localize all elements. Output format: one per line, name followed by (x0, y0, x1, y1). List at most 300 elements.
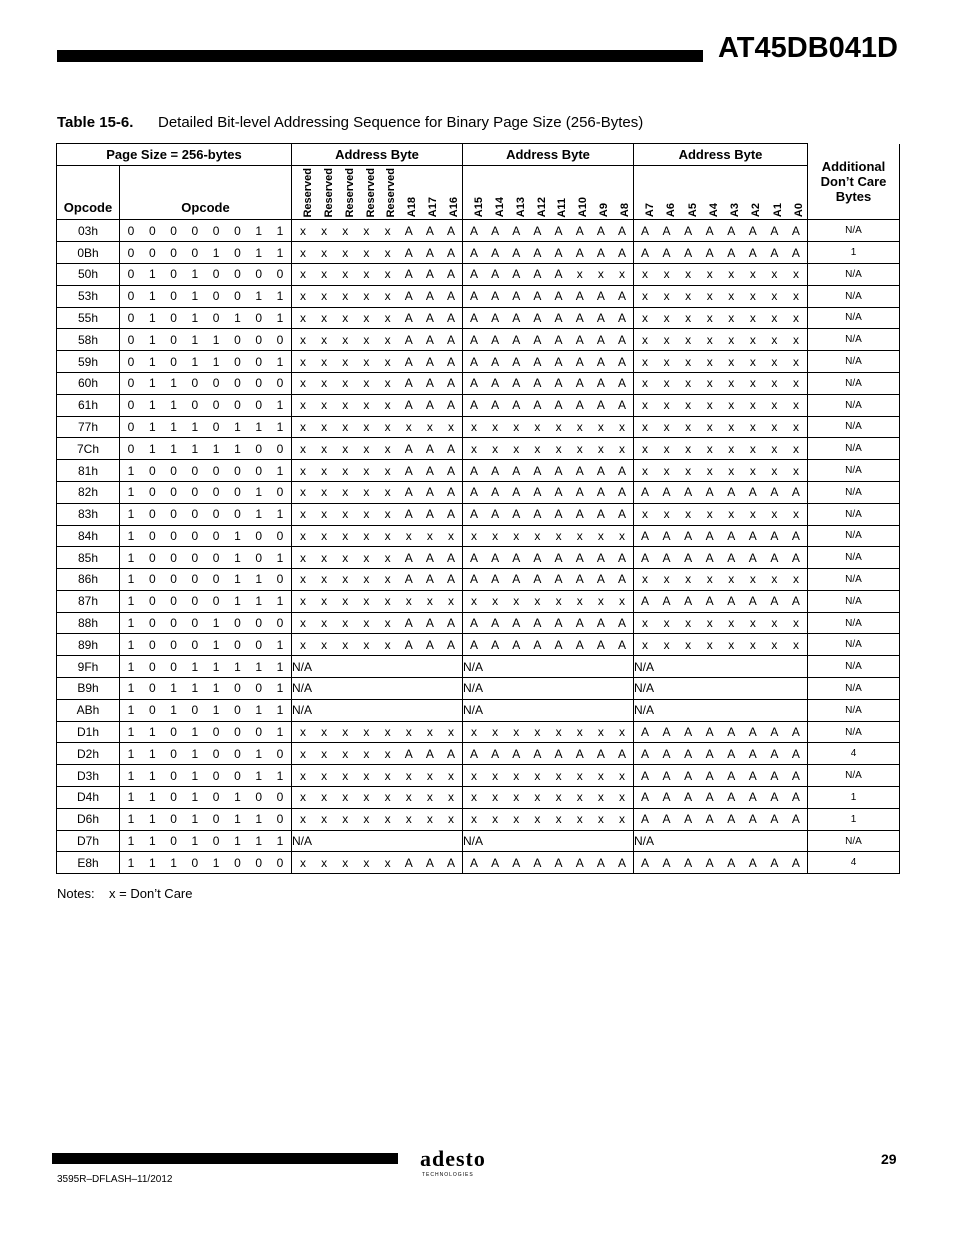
bit-value: A (662, 223, 671, 238)
address-byte-1-cell (292, 438, 463, 460)
opcode-cell: D4h (57, 787, 120, 809)
bit-value: A (748, 768, 757, 783)
bit-value: 1 (191, 834, 199, 849)
bit-value: x (300, 746, 306, 761)
bit-value: 1 (212, 441, 220, 456)
bit-value: x (663, 376, 670, 391)
address-byte-2-cell (463, 307, 634, 329)
bit-value: x (342, 594, 349, 609)
bit-value: x (792, 354, 799, 369)
bit-value: A (425, 310, 434, 325)
bit-value: A (770, 768, 779, 783)
bit-value: 0 (234, 289, 241, 304)
bit-value: A (596, 332, 605, 347)
bit-value: A (640, 223, 649, 238)
bit-value: 1 (255, 572, 263, 587)
bit-value: 1 (255, 245, 263, 260)
bit-value: A (404, 855, 413, 870)
bit-label-text: Reserved (385, 167, 398, 218)
bit-value: A (640, 245, 649, 260)
bit-label (569, 195, 589, 219)
bit-value: x (363, 376, 370, 391)
bit-value: x (447, 594, 454, 609)
bit-value: 0 (170, 594, 177, 609)
opcode-bits-cell (120, 830, 292, 852)
bit-value: 0 (255, 376, 263, 391)
byte3-bit-labels (634, 165, 808, 220)
bit-value: 1 (191, 768, 199, 783)
bit-value: x (321, 485, 328, 500)
bit-value: A (575, 398, 584, 413)
bit-value: 0 (234, 681, 241, 696)
address-byte-1-cell (292, 503, 463, 525)
bit-value: x (792, 398, 799, 413)
bit-value: 1 (191, 441, 199, 456)
bit-label (721, 201, 741, 219)
bit-value: A (491, 376, 500, 391)
bit-value: 1 (191, 354, 199, 369)
bit-value: x (342, 746, 349, 761)
address-byte-1-cell: N/A (292, 656, 463, 678)
bit-value: x (492, 419, 499, 434)
bit-value: A (617, 485, 626, 500)
bit-value: x (749, 267, 756, 282)
bit-value: 1 (255, 812, 263, 827)
bit-value: A (684, 812, 693, 827)
bit-value: A (425, 332, 434, 347)
bit-label-text: A0 (792, 203, 805, 218)
bit-value: 0 (255, 441, 263, 456)
bit-value: x (555, 419, 562, 434)
bit-value: A (684, 855, 693, 870)
bit-value: A (684, 768, 693, 783)
bit-value: 1 (234, 812, 241, 827)
bit-value: A (617, 289, 626, 304)
address-byte-3-cell (634, 481, 808, 503)
bit-value: A (554, 616, 563, 631)
dont-care-cell: 1 (808, 787, 900, 809)
bit-value: x (300, 812, 306, 827)
bit-value: 0 (170, 463, 177, 478)
bit-value: x (597, 812, 604, 827)
table-row (57, 503, 900, 525)
table-row (57, 285, 900, 307)
bit-value: 0 (276, 572, 284, 587)
bit-value: A (491, 507, 500, 522)
bit-value: A (512, 572, 521, 587)
bit-value: A (770, 594, 779, 609)
bit-value: x (471, 441, 477, 456)
bit-value: x (771, 310, 778, 325)
bit-value: x (534, 812, 541, 827)
bit-value: A (554, 354, 563, 369)
bit-value: x (728, 507, 735, 522)
bit-value: A (469, 637, 478, 652)
bit-value: A (491, 332, 500, 347)
bit-value: A (748, 812, 757, 827)
bit-value: A (446, 332, 455, 347)
bit-value: A (469, 746, 478, 761)
bit-value: A (684, 725, 693, 740)
bit-value: A (533, 332, 542, 347)
opcode-bits-cell (120, 590, 292, 612)
bit-value: 0 (234, 332, 241, 347)
adesto-logo (420, 1146, 502, 1182)
bit-value: 0 (148, 550, 156, 565)
bit-value: A (425, 267, 434, 282)
bit-label-text: A7 (644, 203, 656, 218)
bit-label-text: A17 (427, 197, 440, 218)
logo-subtitle: TECHNOLOGIES (422, 1172, 474, 1178)
bit-value: A (770, 746, 779, 761)
bit-value: x (363, 790, 370, 805)
bit-value: x (342, 245, 349, 260)
bit-value: 1 (127, 550, 135, 565)
bit-value: A (705, 550, 714, 565)
bit-value: x (363, 768, 370, 783)
bit-value: x (447, 812, 454, 827)
bit-value: A (705, 812, 714, 827)
bit-value: x (618, 528, 625, 543)
opcode-bits-cell (120, 307, 292, 329)
bit-value: x (642, 441, 648, 456)
bit-label-text: A5 (686, 203, 699, 218)
bit-value: x (706, 463, 713, 478)
opcode-cell: 84h (57, 525, 120, 547)
bit-label (548, 196, 568, 220)
bit-value: x (447, 528, 454, 543)
bit-value: x (384, 485, 391, 500)
opcode-cell: 55h (57, 307, 120, 329)
opcode-bits-cell (120, 765, 292, 787)
table-row (57, 699, 900, 721)
bit-value: A (469, 616, 478, 631)
address-byte-2-cell (463, 438, 634, 460)
byte2-bit-labels (463, 165, 634, 220)
bit-value: A (640, 485, 649, 500)
bit-value: x (534, 768, 541, 783)
bit-value: 1 (191, 659, 199, 674)
bit-value: x (597, 725, 604, 740)
bit-value: 1 (276, 681, 284, 696)
bit-value: A (512, 637, 521, 652)
table-notes (57, 886, 192, 901)
bit-value: A (705, 528, 714, 543)
bit-value: x (363, 507, 370, 522)
bit-value: x (534, 594, 541, 609)
bit-value: x (384, 616, 391, 631)
bit-value: 0 (191, 616, 199, 631)
bit-value: A (684, 746, 693, 761)
bit-value: A (446, 485, 455, 500)
bit-value: x (342, 354, 349, 369)
address-byte-3-cell (634, 285, 808, 307)
bit-value: 0 (170, 507, 177, 522)
bit-value: A (533, 376, 542, 391)
bit-value: x (321, 419, 328, 434)
address-byte-3-cell (634, 307, 808, 329)
bit-value: 0 (170, 485, 177, 500)
address-byte-1-cell (292, 307, 463, 329)
address-byte-1-cell (292, 220, 463, 242)
bit-value: x (513, 768, 520, 783)
opcode-bits-cell (120, 416, 292, 438)
bit-value: x (685, 572, 692, 587)
address-byte-1-cell: N/A (292, 830, 463, 852)
bit-value: A (491, 485, 500, 500)
bit-value: 0 (170, 834, 177, 849)
dont-care-cell: N/A (808, 351, 900, 373)
bit-value: 1 (191, 289, 199, 304)
bit-value: A (727, 768, 736, 783)
address-byte-1-cell (292, 634, 463, 656)
bit-label (377, 166, 397, 220)
bit-value: A (554, 398, 563, 413)
bit-value: 1 (234, 419, 241, 434)
table-row (57, 787, 900, 809)
address-byte-3-cell (634, 547, 808, 569)
bit-value: x (749, 616, 756, 631)
bit-value: A (533, 245, 542, 260)
bit-value: x (447, 768, 454, 783)
bit-value: x (363, 855, 370, 870)
bit-value: 0 (170, 310, 177, 325)
table-caption (57, 114, 643, 131)
bit-value: A (662, 528, 671, 543)
bit-value: x (685, 289, 692, 304)
address-byte-1-cell (292, 460, 463, 482)
bit-value: A (425, 507, 434, 522)
bit-value: A (684, 790, 693, 805)
bit-value: x (300, 267, 306, 282)
bit-value: 1 (148, 332, 156, 347)
bit-value: x (728, 572, 735, 587)
bit-value: x (405, 725, 412, 740)
bit-value: A (617, 550, 626, 565)
bit-value: 0 (170, 637, 177, 652)
bit-value: A (512, 289, 521, 304)
bit-value: x (642, 332, 648, 347)
bit-value: x (706, 289, 713, 304)
bit-value: x (363, 616, 370, 631)
bit-value: 0 (255, 790, 263, 805)
bit-value: A (491, 463, 500, 478)
bit-value: A (727, 550, 736, 565)
bit-value: x (363, 310, 370, 325)
bit-value: x (706, 267, 713, 282)
bit-value: x (642, 354, 648, 369)
bit-value: A (575, 245, 584, 260)
bit-value: x (384, 289, 391, 304)
bit-value: 1 (148, 768, 156, 783)
bit-value: 1 (255, 507, 263, 522)
bit-value: A (640, 528, 649, 543)
bit-value: 1 (255, 485, 263, 500)
bit-value: A (575, 332, 584, 347)
bit-value: A (554, 485, 563, 500)
bit-value: A (596, 855, 605, 870)
bit-value: x (642, 267, 648, 282)
address-byte-2-cell (463, 634, 634, 656)
address-byte-2-cell (463, 329, 634, 351)
bit-value: x (426, 594, 433, 609)
bit-value: 0 (212, 528, 220, 543)
dont-care-cell: N/A (808, 765, 900, 787)
table-row (57, 481, 900, 503)
bit-value: A (469, 245, 478, 260)
bit-value: A (425, 550, 434, 565)
opcode-cell: E8h (57, 852, 120, 874)
address-byte-3-cell (634, 329, 808, 351)
bit-value: A (491, 550, 500, 565)
table-row (57, 656, 900, 678)
table-row (57, 547, 900, 569)
bit-value: x (300, 332, 306, 347)
bit-value: A (533, 507, 542, 522)
bit-value: 0 (191, 572, 199, 587)
bit-label-text: A15 (473, 197, 485, 218)
bit-value: 0 (127, 223, 135, 238)
bit-value: x (663, 441, 670, 456)
bit-value: x (321, 310, 328, 325)
opcode-bits-cell (120, 656, 292, 678)
address-byte-2-cell (463, 808, 634, 830)
bit-value: 0 (127, 267, 135, 282)
address-byte-3-cell (634, 612, 808, 634)
bit-value: x (749, 398, 756, 413)
bit-value: 1 (148, 267, 156, 282)
bit-value: 1 (212, 855, 220, 870)
bit-label (528, 195, 548, 219)
bit-value: 0 (191, 507, 199, 522)
bit-value: 0 (170, 616, 177, 631)
bit-value: A (446, 855, 455, 870)
bit-value: A (596, 310, 605, 325)
bit-value: x (363, 441, 370, 456)
bit-value: x (663, 289, 670, 304)
bit-value: x (706, 354, 713, 369)
bit-value: x (363, 812, 370, 827)
bit-value: x (321, 223, 328, 238)
bit-value: x (749, 637, 756, 652)
bit-value: x (363, 289, 370, 304)
bit-value: A (554, 550, 563, 565)
bit-value: A (512, 746, 521, 761)
bit-value: 0 (148, 528, 156, 543)
bit-value: 1 (191, 267, 199, 282)
address-byte-1-cell (292, 721, 463, 743)
bit-value: x (706, 332, 713, 347)
bit-value: 0 (255, 725, 263, 740)
bit-value: A (533, 616, 542, 631)
bit-value: A (533, 463, 542, 478)
notes-label: Notes: (57, 886, 95, 901)
bit-value: A (491, 855, 500, 870)
bit-value: 0 (148, 659, 156, 674)
bit-value: 0 (234, 746, 241, 761)
bit-value: A (596, 398, 605, 413)
bit-value: x (300, 594, 306, 609)
bit-value: x (555, 725, 562, 740)
bit-value: x (792, 637, 799, 652)
bit-value: 1 (276, 594, 284, 609)
bit-value: A (617, 572, 626, 587)
bit-label-text: A6 (665, 203, 678, 218)
bit-value: x (642, 637, 648, 652)
bit-label (611, 201, 631, 219)
bit-value: 0 (234, 616, 241, 631)
bit-value: x (642, 572, 648, 587)
bit-value: x (771, 376, 778, 391)
bit-value: A (596, 289, 605, 304)
bit-value: x (321, 441, 328, 456)
bit-value: A (748, 746, 757, 761)
table-row (57, 569, 900, 591)
bit-value: 1 (276, 768, 284, 783)
bit-value: 0 (234, 376, 241, 391)
bit-value: 1 (127, 790, 135, 805)
bit-value: A (512, 616, 521, 631)
bit-value: 1 (148, 376, 156, 391)
bit-value: 0 (276, 332, 284, 347)
bit-value: x (771, 637, 778, 652)
bit-value: x (492, 768, 499, 783)
bit-value: x (405, 812, 412, 827)
bit-value: A (533, 746, 542, 761)
bit-value: A (554, 637, 563, 652)
bit-value: x (321, 637, 328, 652)
bit-value: A (727, 594, 736, 609)
address-byte-1-cell (292, 372, 463, 394)
bit-value: A (770, 812, 779, 827)
bit-value: x (706, 616, 713, 631)
bit-value: A (791, 223, 800, 238)
bit-value: x (384, 419, 391, 434)
bit-value: x (384, 463, 391, 478)
table-title: Detailed Bit-level Addressing Sequence for Binary Page Size (256-Bytes) (158, 114, 644, 131)
bit-value: x (792, 463, 799, 478)
bit-value: A (469, 463, 478, 478)
bit-value: A (491, 572, 500, 587)
bit-value: 0 (234, 768, 241, 783)
bit-value: 1 (234, 441, 241, 456)
bit-value: x (642, 419, 648, 434)
address-byte-2-cell (463, 460, 634, 482)
bit-value: x (363, 223, 370, 238)
bit-value: A (469, 550, 478, 565)
bit-value: 0 (255, 681, 263, 696)
bit-value: A (533, 354, 542, 369)
bit-value: 0 (255, 463, 263, 478)
bit-value: x (749, 376, 756, 391)
bit-value: x (618, 267, 625, 282)
bit-value: x (771, 419, 778, 434)
table-row (57, 590, 900, 612)
bit-value: x (321, 245, 328, 260)
bit-value: A (575, 310, 584, 325)
bit-value: 0 (276, 790, 284, 805)
bit-value: A (705, 223, 714, 238)
bit-value: 1 (212, 659, 220, 674)
bit-value: 0 (127, 376, 135, 391)
bit-value: A (770, 223, 779, 238)
address-byte-3-cell: N/A (634, 656, 808, 678)
opcode-cell: 86h (57, 569, 120, 591)
bit-value: A (491, 637, 500, 652)
bit-value: A (554, 507, 563, 522)
bit-value: 1 (148, 398, 156, 413)
bit-value: x (300, 550, 306, 565)
